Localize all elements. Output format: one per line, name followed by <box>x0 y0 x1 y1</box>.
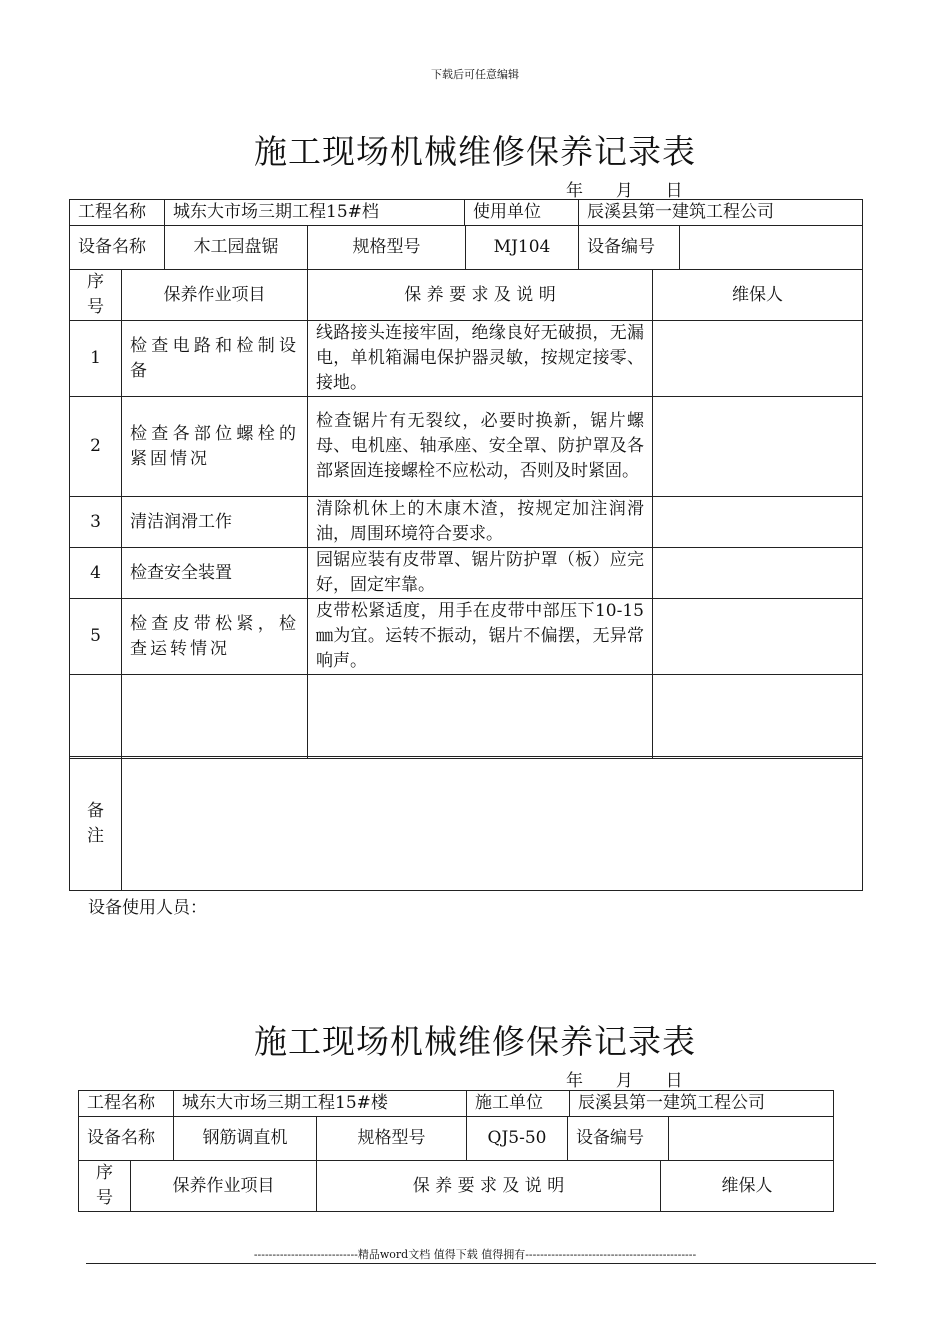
form1-col-person: 维保人 <box>653 270 863 321</box>
form1-remark-label: 备 注 <box>70 757 122 891</box>
table-row <box>70 548 863 599</box>
form2-col-item: 保养作业项目 <box>131 1161 317 1212</box>
row-item: 检查各部位螺栓的紧固情况 <box>122 397 308 497</box>
table-row <box>70 497 863 548</box>
form2-date-day: 日 <box>665 1071 683 1091</box>
form1-unit-label: 使用单位 <box>465 200 579 226</box>
form1-title: 施工现场机械维修保养记录表 <box>254 132 696 171</box>
row-item: 检查安全装置 <box>122 548 308 599</box>
row-item: 清洁润滑工作 <box>122 497 308 548</box>
form1-remark-table <box>69 756 863 891</box>
row-person <box>653 548 863 599</box>
form2-date <box>566 1066 683 1091</box>
form2-info-table <box>78 1090 834 1117</box>
table-row-empty <box>70 675 863 759</box>
form1-users-label: 设备使用人员： <box>88 898 207 918</box>
row-req: 皮带松紧适度，用手在皮带中部压下10-15㎜为宜。运转不振动，锯片不偏摆，无异常响声。 <box>308 599 653 675</box>
table-row <box>70 321 863 397</box>
form2-equip-table <box>78 1116 834 1161</box>
form2-unit-label: 施工单位 <box>467 1091 570 1117</box>
table-row <box>70 599 863 675</box>
form2-model-value: QJ5-50 <box>467 1117 568 1161</box>
form1-col-item: 保养作业项目 <box>122 270 308 321</box>
form1-unit-value: 辰溪县第一建筑工程公司 <box>579 200 863 226</box>
form1-info-table <box>69 199 863 226</box>
form2-project-label: 工程名称 <box>79 1091 174 1117</box>
row-no: 1 <box>70 321 122 397</box>
row-item: 检查电路和检制设备 <box>122 321 308 397</box>
form1-number-label: 设备编号 <box>579 226 680 270</box>
form1-date <box>566 176 683 201</box>
form2-col-no: 序 号 <box>79 1161 131 1212</box>
form2-title: 施工现场机械维修保养记录表 <box>254 1022 696 1061</box>
empty-cell <box>308 675 653 759</box>
row-person <box>653 397 863 497</box>
form2-items-table <box>78 1160 834 1212</box>
header-note: 下载后可任意编辑 <box>431 68 519 81</box>
form2-model-label: 规格型号 <box>317 1117 467 1161</box>
empty-cell <box>653 675 863 759</box>
row-req: 清除机休上的木康木渣，按规定加注润滑油，周围环境符合要求。 <box>308 497 653 548</box>
form2-project-value: 城东大市场三期工程15#楼 <box>174 1091 467 1117</box>
empty-cell <box>70 675 122 759</box>
form1-project-label: 工程名称 <box>70 200 165 226</box>
row-req: 检查锯片有无裂纹，必要时换新，锯片螺母、电机座、轴承座、安全罩、防护罩及各部紧固连接螺栓不应松动，否则及时紧固。 <box>308 397 653 497</box>
form1-number-value <box>680 226 863 270</box>
form2-col-req: 保 养 要 求 及 说 明 <box>317 1161 661 1212</box>
table-row <box>70 397 863 497</box>
form2-equip-label: 设备名称 <box>79 1117 174 1161</box>
form1-items-table <box>69 269 863 759</box>
row-no: 2 <box>70 397 122 497</box>
form1-col-req: 保 养 要 求 及 说 明 <box>308 270 653 321</box>
form1-date-month: 月 <box>615 181 633 201</box>
empty-cell <box>122 675 308 759</box>
form2-col-person: 维保人 <box>661 1161 834 1212</box>
form1-equip-label: 设备名称 <box>70 226 165 270</box>
footer-note: ----------------------------精品word文档 值得下载 值得拥有---------------------------------------------- <box>253 1248 697 1261</box>
form1-model-value: MJ104 <box>466 226 579 270</box>
row-req: 线路接头连接牢固，绝缘良好无破损，无漏电，单机箱漏电保护器灵敏，按规定接零、接地。 <box>308 321 653 397</box>
form1-date-year: 年 <box>566 181 583 201</box>
form1-remark-value <box>122 757 863 891</box>
row-person <box>653 497 863 548</box>
form2-equip-value: 钢筋调直机 <box>174 1117 317 1161</box>
row-no: 5 <box>70 599 122 675</box>
form1-equip-value: 木工园盘锯 <box>165 226 308 270</box>
row-req: 园锯应装有皮带罩、锯片防护罩（板）应完好，固定牢靠。 <box>308 548 653 599</box>
form2-date-month: 月 <box>615 1071 633 1091</box>
form1-project-value: 城东大市场三期工程15#档 <box>165 200 465 226</box>
form2-date-year: 年 <box>566 1071 583 1091</box>
row-no: 4 <box>70 548 122 599</box>
row-no: 3 <box>70 497 122 548</box>
form1-equip-table <box>69 225 863 270</box>
form1-model-label: 规格型号 <box>308 226 466 270</box>
form2-number-value <box>669 1117 834 1161</box>
form2-number-label: 设备编号 <box>568 1117 669 1161</box>
row-person <box>653 599 863 675</box>
footer-divider <box>86 1263 876 1264</box>
form1-date-day: 日 <box>665 181 683 201</box>
form1-col-no: 序 号 <box>70 270 122 321</box>
form2-unit-value: 辰溪县第一建筑工程公司 <box>570 1091 834 1117</box>
row-item: 检查皮带松紧，检查运转情况 <box>122 599 308 675</box>
row-person <box>653 321 863 397</box>
